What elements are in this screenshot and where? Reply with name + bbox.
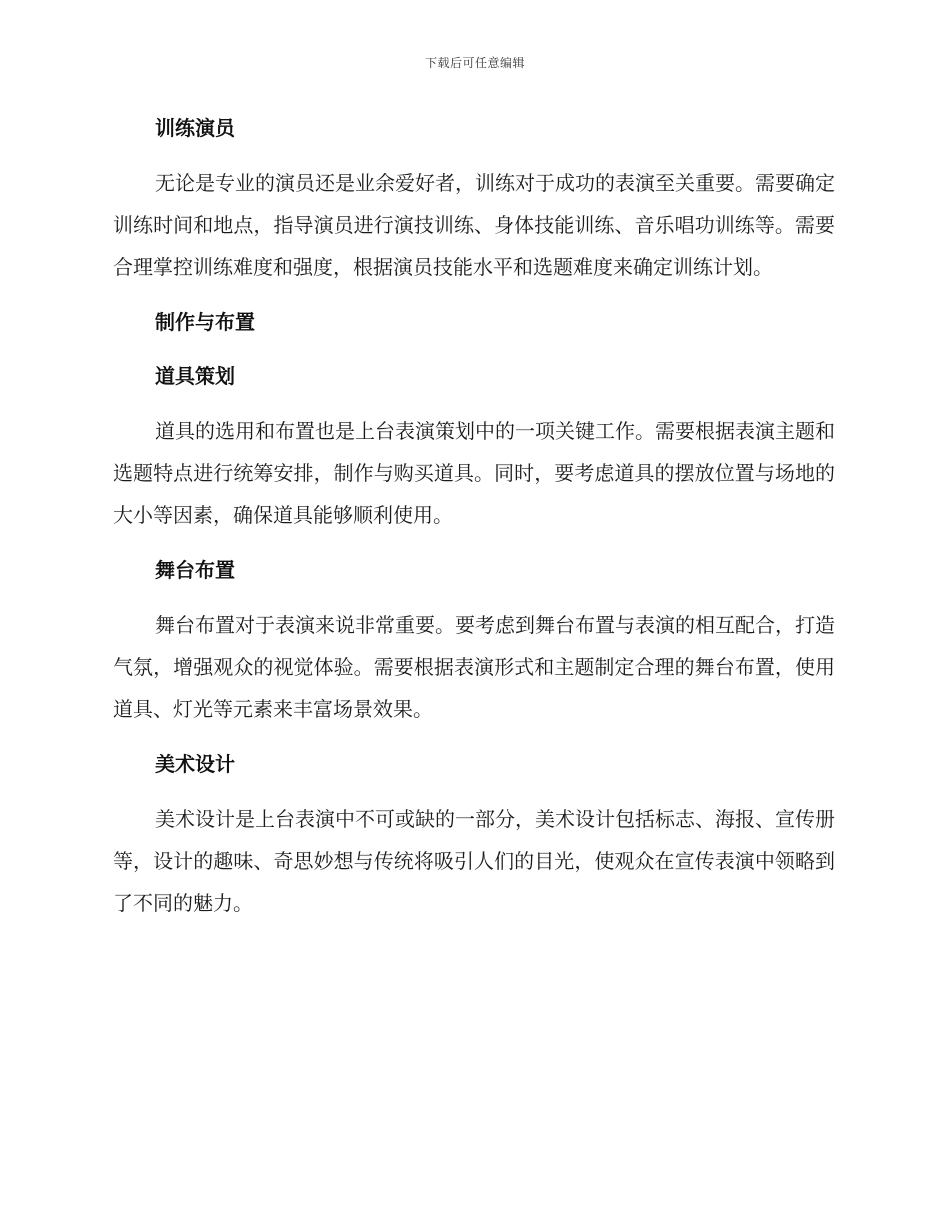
spacer [113,148,835,162]
section-heading-art-design: 美术设计 [155,752,235,776]
section-heading-actor-training: 训练演员 [155,116,235,140]
spacer [113,342,835,356]
spacer [113,396,835,410]
document-body [113,108,835,924]
spacer [113,288,835,302]
section-paragraph-art-design: 美术设计是上台表演中不可或缺的一部分，美术设计包括标志、海报、宣传册等，设计的趣味、奇思妙想与传统将吸引人们的目光，使观众在宣传表演中领略到了不同的魅力。 [113,807,835,915]
section-heading-production-setup: 制作与布置 [155,310,255,334]
section-paragraph-stage-setup: 舞台布置对于表演来说非常重要。要考虑到舞台布置与表演的相互配合，打造气氛，增强观众的视觉体验。需要根据表演形式和主题制定合理的舞台布置，使用道具、灯光等元素来丰富场景效果。 [113,613,835,721]
spacer [113,784,835,798]
spacer [113,590,835,604]
section-heading-props-planning: 道具策划 [155,364,235,388]
spacer [113,536,835,550]
section-paragraph-actor-training: 无论是专业的演员还是业余爱好者，训练对于成功的表演至关重要。需要确定训练时间和地点，指导演员进行演技训练、身体技能训练、音乐唱功训练等。需要合理掌控训练难度和强度，根据演员技能水平和选题难度来确定训练计划。 [113,171,835,279]
section-paragraph-props-planning: 道具的选用和布置也是上台表演策划中的一项关键工作。需要根据表演主题和选题特点进行统筹安排，制作与购买道具。同时，要考虑道具的摆放位置与场地的大小等因素，确保道具能够顺利使用。 [113,419,835,527]
section-heading-stage-setup: 舞台布置 [155,558,235,582]
header-note: 下载后可任意编辑 [424,56,525,70]
spacer [113,730,835,744]
